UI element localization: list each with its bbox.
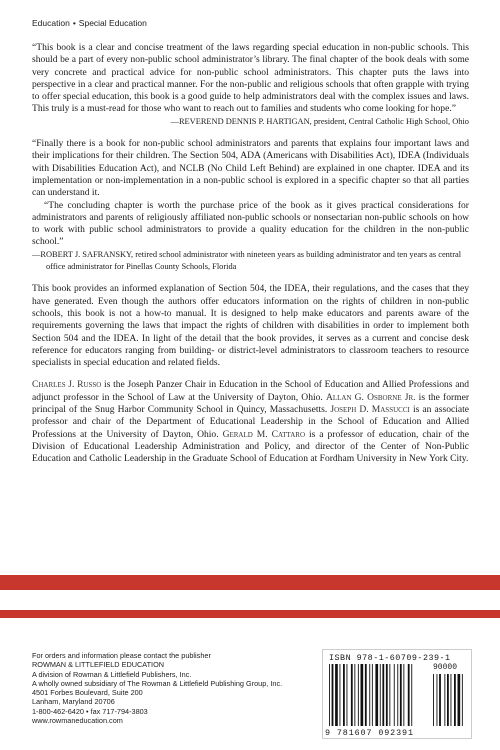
author-3-name: Joseph D. Massucci [330, 404, 410, 416]
red-stripe-bottom [0, 610, 500, 618]
publisher-subsidiary: A wholly owned subsidiary of The Rowman & Littlefield Publishing Group, Inc. [32, 678, 283, 688]
book-description: This book provides an informed explanation of Section 504, the IDEA, their regulations, and the cases that they have generated. Even though the authors offer educators information on the rights of children in non-public schools, this book is not a how-to manual. It is designed to help make educators and parents aware of the requirements governing the laws that impact the rights of children with disabilities in order to implement both Section 504 and the IDEA. In light of the detail that the book provides, it serves as a current and concise desk reference for educators ranging from building- or district-level administrators to classroom teachers to resource specialists in special education and related fields. [32, 283, 469, 369]
barcode-bar [372, 664, 373, 726]
addon-bar [447, 674, 449, 726]
barcode-bar [389, 664, 390, 726]
author-2-bio: is the former principal of the Snug Harbor Community School in Quincy, Massachusetts. [32, 391, 469, 416]
blurb-2-continued: “The concluding chapter is worth the purchase price of the book as it gives practical considerations for administrators and parents of religiously affiliated non-public schools or nonsectarian non-public schools on how to work with public school administrators to provide a quality education for the children in the non-public school.” [32, 199, 469, 248]
category-label [32, 18, 147, 28]
barcode-bar [380, 664, 381, 726]
barcode-bar [369, 664, 370, 726]
addon-bar [462, 674, 463, 726]
blurb-2: “Finally there is a book for non-public school administrators and parents that explains four important laws and their implications for their children. The Section 504, ADA (Americans with Disabilities Act), IDEA (Individuals with Disabilities Education Act), and NCLB (No Child Left Behind) are explained in one chapter. IDEA and its implementation or non-implementation in a non-public school is explored in a specific chapter so that all parties can understand it. [32, 138, 469, 199]
category-sub: Special Education [78, 18, 147, 28]
author-3-bio: is an associate professor and chair of the Department of Educational Leadership in the School of Education and Allied Professions at the University of Dayton, Ohio. [32, 404, 470, 440]
addon-bar [458, 674, 461, 726]
barcode-bar [335, 664, 338, 726]
barcode-bars [327, 664, 467, 728]
barcode-bar [397, 664, 398, 726]
barcode-bar [358, 664, 359, 726]
barcode-bar [400, 664, 402, 726]
publisher-contact-line: For orders and information please contact the publisher [32, 651, 211, 660]
publisher-address-1: 4501 Forbes Boulevard, Suite 200 [32, 688, 143, 698]
barcode-bar [375, 664, 378, 726]
author-4-name: Gerald M. Cattaro [222, 428, 306, 440]
barcode-bar [403, 664, 404, 726]
publisher-name: ROWMAN & LITTLEFIELD EDUCATION [32, 660, 165, 670]
publisher-info [32, 651, 282, 725]
barcode-bar [361, 664, 364, 726]
barcode-bar [408, 664, 410, 726]
author-2-name: Allan G. Osborne Jr. [325, 391, 416, 403]
barcode-bar [386, 664, 388, 726]
isbn-barcode [322, 649, 472, 739]
blurb-1-attribution: —REVEREND DENNIS P. HARTIGAN, president, Central Catholic High School, Ohio [170, 116, 469, 126]
red-stripe-top [0, 575, 500, 590]
addon-bar [444, 674, 445, 726]
addon-bar [454, 674, 456, 726]
barcode-bar [329, 664, 330, 726]
barcode-bar [411, 664, 412, 726]
publisher-address-2: Lanham, Maryland 20706 [32, 697, 115, 707]
barcode-bar [332, 664, 334, 726]
isbn-text: ISBN 978-1-60709-239-1 [329, 653, 451, 663]
barcode-bar [351, 664, 353, 726]
barcode-bar [354, 664, 355, 726]
publisher-website: www.rowmaneducation.com [32, 716, 123, 726]
publisher-division: A division of Rowman & Littlefield Publishers, Inc. [32, 669, 192, 679]
barcode-bar [343, 664, 345, 726]
blurb-1: “This book is a clear and concise treatment of the laws regarding special education in non-public schools. This should be a part of every non-public school administrator’s library. The final chapter of the book deals with some very concrete and practical advice for non-public school administrators. This chapter puts the laws into perspective in a clear and practical manner. For the non-public and religious schools that often grapple with trying to offer special education, this book is a good guide to help administrators deal with the complex issues and laws. This truly is a must-read for those who want to reach out to families and students who come looking for hope.” [32, 42, 469, 115]
author-4-bio: is a professor of education, chair of the Division of Educational Leadership Administration and Policy, and director of the Center of Non-Public Education and Catholic Leadership in the Graduate School of Education at Fordham University in New York City. [32, 428, 470, 465]
barcode-number: 9 781607 092391 [325, 728, 414, 738]
back-cover-text [32, 42, 469, 466]
addon-bar [433, 674, 434, 726]
author-bios [32, 379, 469, 465]
barcode-bar [347, 664, 348, 726]
barcode-bar [365, 664, 367, 726]
addon-bar [437, 674, 438, 726]
addon-bar [451, 674, 452, 726]
barcode-bar [340, 664, 341, 726]
category-separator: • [72, 18, 76, 28]
barcode-bar [382, 664, 384, 726]
author-1-name: Charles J. Russo [32, 379, 102, 391]
author-1-bio: is the Joseph Panzer Chair in Education in the School of Education and Allied Professions and adjunct professor in the School of Law at the University of Dayton, Ohio. [32, 379, 470, 403]
category-main: Education [32, 18, 70, 28]
blurb-2-attribution: —ROBERT J. SAFRANSKY, retired school administrator with nineteen years as building administrator and ten years as central office administrator for Pinellas County Schools, Florida [32, 249, 462, 272]
addon-bar [439, 674, 441, 726]
publisher-phone: 1-800-462-6420 • fax 717-794-3803 [32, 706, 148, 716]
price-code: 90000 [433, 663, 458, 672]
barcode-bar [394, 664, 395, 726]
